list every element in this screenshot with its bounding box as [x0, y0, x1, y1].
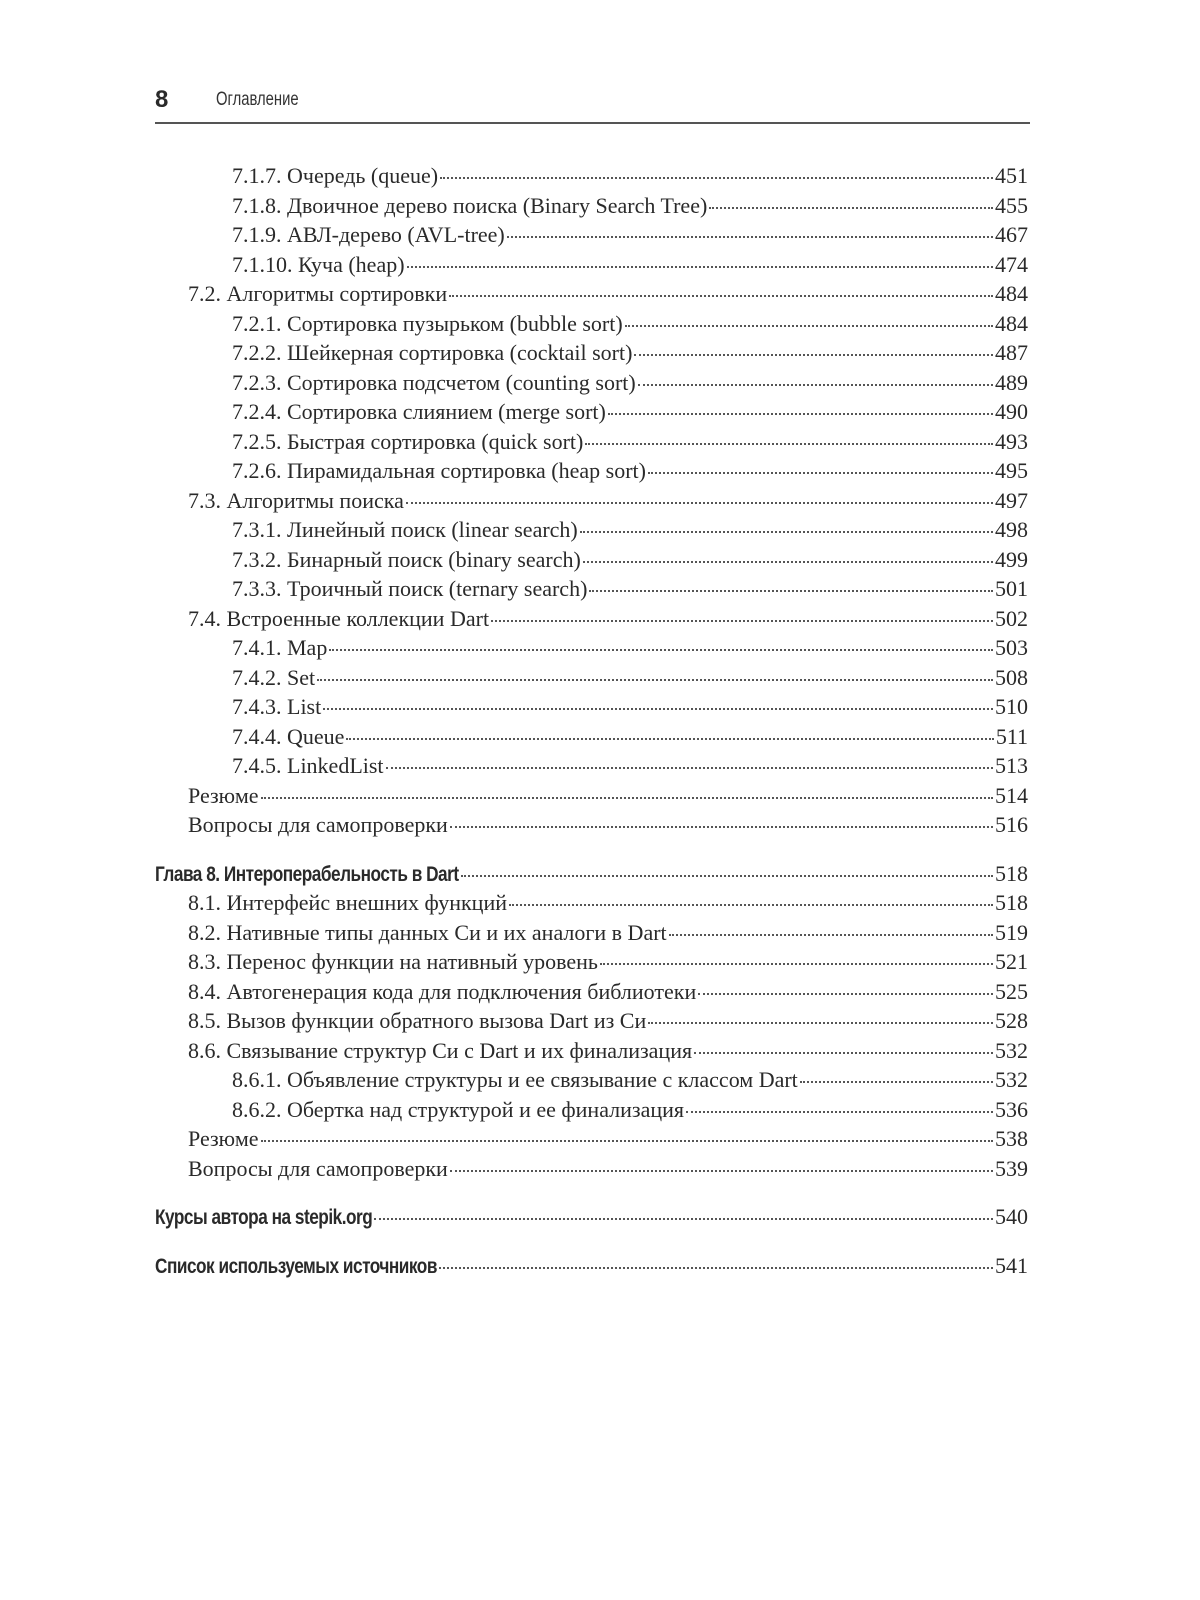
toc-entry-title: Вопросы для самопроверки	[188, 812, 448, 837]
dot-leader	[317, 679, 993, 681]
toc-entry[interactable]	[155, 311, 1028, 341]
toc-entry-page: 489	[995, 369, 1028, 395]
header-title: Оглавление	[216, 89, 299, 110]
toc-entry[interactable]	[155, 1253, 1028, 1283]
toc-entry[interactable]	[155, 429, 1028, 459]
toc-entry-page: 498	[995, 517, 1028, 542]
dot-leader	[450, 826, 993, 828]
toc-entry-title: 8.1. Интерфейс внешних функций	[188, 890, 507, 915]
toc-entry-title: 7.2.1. Сортировка пузырьком (bubble sort)	[232, 310, 623, 336]
dot-leader	[439, 1267, 993, 1269]
dot-leader	[323, 708, 993, 710]
dot-leader	[600, 963, 993, 965]
toc-entry-page: 519	[995, 919, 1028, 945]
toc-entry-title: 7.3.2. Бинарный поиск (binary search)	[232, 546, 581, 572]
toc-entry-title: 7.2.5. Быстрая сортировка (quick sort)	[232, 428, 584, 454]
toc-entry[interactable]	[155, 783, 1028, 813]
dot-leader	[406, 502, 993, 504]
toc-entry-title: Резюме	[188, 782, 259, 808]
toc-entry-page: 484	[995, 281, 1028, 306]
toc-entry[interactable]	[155, 890, 1028, 920]
toc-entry-title: 7.2.2. Шейкерная сортировка (cocktail sort)	[232, 340, 633, 365]
toc-entry[interactable]	[155, 222, 1028, 252]
dot-leader	[374, 1218, 993, 1220]
toc-entry-title: 7.4.3. List	[232, 694, 322, 719]
dot-leader	[440, 177, 993, 179]
dot-leader	[698, 993, 993, 995]
dot-leader	[686, 1111, 993, 1113]
toc-entry-page: 510	[995, 694, 1028, 719]
toc-entry-title: 8.6.1. Объявление структуры и ее связывание с классом Dart	[232, 1067, 798, 1092]
toc-entry-title: 8.6. Связывание структур Си с Dart и их финализация	[188, 1037, 693, 1063]
dot-leader	[450, 1170, 993, 1172]
dot-leader	[261, 1140, 993, 1142]
toc-entry-page: 493	[995, 428, 1028, 454]
dot-leader	[507, 236, 993, 238]
toc-entry-title: 7.3.1. Линейный поиск (linear search)	[232, 517, 578, 542]
toc-entry-page: 467	[995, 222, 1028, 247]
toc-entry-title: 7.4.2. Set	[232, 664, 316, 690]
toc-entry-page: 451	[995, 163, 1028, 188]
toc-entry[interactable]	[155, 920, 1028, 950]
running-header	[155, 86, 1030, 124]
dot-leader	[709, 207, 993, 209]
dot-leader	[800, 1081, 993, 1083]
toc-entry-title: Резюме	[188, 1126, 259, 1151]
toc-entry-page: 508	[995, 664, 1028, 690]
toc-entry-page: 514	[995, 782, 1028, 808]
dot-leader	[608, 413, 993, 415]
dot-leader	[580, 531, 993, 533]
toc-entry[interactable]	[155, 281, 1028, 311]
toc-entry-page: 518	[995, 890, 1028, 915]
toc-entry-title: 8.4. Автогенерация кода для подключения библиотеки	[188, 978, 697, 1004]
toc-entry-page: 490	[995, 399, 1028, 424]
page-number: 8	[155, 86, 169, 113]
dot-leader	[583, 561, 993, 563]
toc-entry-page: 538	[995, 1126, 1028, 1151]
toc-entry[interactable]	[155, 163, 1028, 193]
toc-entry-title: 7.2.4. Сортировка слиянием (merge sort)	[232, 399, 606, 424]
toc-entry-title: Глава 8. Интероперабельность в Dart	[155, 862, 459, 886]
toc-entry-page: 518	[995, 860, 1028, 886]
toc-entry-page: 484	[995, 310, 1028, 336]
toc-entry-title: 7.3. Алгоритмы поиска	[188, 487, 404, 513]
toc-entry-title: 7.2. Алгоритмы сортировки	[188, 281, 448, 306]
toc-entry[interactable]	[155, 949, 1028, 979]
toc-entry[interactable]	[155, 1156, 1028, 1186]
dot-leader	[669, 934, 993, 936]
toc-entry[interactable]	[155, 694, 1028, 724]
toc-entry-title: 8.6.2. Обертка над структурой и ее финализация	[232, 1096, 685, 1122]
table-of-contents	[155, 163, 1028, 1282]
toc-entry-title: 7.1.8. Двоичное дерево поиска (Binary Search Tree)	[232, 192, 708, 218]
toc-entry-page: 532	[995, 1067, 1028, 1092]
toc-entry-title: 7.4.4. Queue	[232, 723, 345, 749]
toc-entry[interactable]	[155, 1067, 1028, 1097]
toc-entry-page: 487	[995, 340, 1028, 365]
toc-entry-page: 502	[995, 605, 1028, 631]
toc-entry[interactable]	[155, 370, 1028, 400]
toc-entry-title: Курсы автора на stepik.org	[155, 1206, 373, 1229]
toc-entry-page: 501	[995, 576, 1028, 601]
toc-entry-title: 7.1.9. АВЛ-дерево (AVL-tree)	[232, 222, 505, 247]
toc-entry[interactable]	[155, 488, 1028, 518]
dot-leader	[585, 443, 993, 445]
toc-entry[interactable]	[155, 576, 1028, 606]
dot-leader	[329, 649, 993, 651]
toc-entry[interactable]	[155, 753, 1028, 783]
toc-entry[interactable]	[155, 1008, 1028, 1038]
dot-leader	[449, 295, 993, 297]
toc-entry-title: 7.2.6. Пирамидальная сортировка (heap sort)	[232, 458, 646, 483]
toc-entry-page: 513	[995, 753, 1028, 778]
toc-entry-page: 541	[995, 1252, 1028, 1278]
toc-entry[interactable]	[155, 635, 1028, 665]
toc-entry-page: 532	[995, 1037, 1028, 1063]
toc-entry[interactable]	[155, 1126, 1028, 1156]
toc-entry-page: 521	[995, 949, 1028, 974]
dot-leader	[491, 620, 993, 622]
toc-entry[interactable]	[155, 979, 1028, 1009]
toc-entry-page: 516	[995, 812, 1028, 837]
dot-leader	[648, 1022, 993, 1024]
toc-entry[interactable]	[155, 517, 1028, 547]
toc-entry-page: 474	[995, 251, 1028, 277]
toc-entry-title: 8.3. Перенос функции на нативный уровень	[188, 949, 598, 974]
dot-leader	[625, 325, 993, 327]
dot-leader	[346, 738, 993, 740]
toc-entry[interactable]	[155, 861, 1028, 891]
dot-leader	[461, 875, 993, 877]
toc-entry-page: 525	[995, 978, 1028, 1004]
toc-entry[interactable]	[155, 812, 1028, 842]
toc-entry-title: 7.2.3. Сортировка подсчетом (counting sort)	[232, 369, 636, 395]
toc-entry[interactable]	[155, 547, 1028, 577]
toc-entry-page: 455	[995, 192, 1028, 218]
toc-entry-page: 503	[995, 635, 1028, 660]
toc-entry[interactable]	[155, 458, 1028, 488]
dot-leader	[261, 797, 993, 799]
toc-entry-title: 7.1.7. Очередь (queue)	[232, 163, 439, 188]
toc-entry-page: 539	[995, 1155, 1028, 1181]
toc-entry[interactable]	[155, 606, 1028, 636]
toc-entry[interactable]	[155, 1097, 1028, 1127]
toc-entry-title: 8.2. Нативные типы данных Си и их аналоги в Dart	[188, 919, 667, 945]
dot-leader	[589, 590, 993, 592]
toc-entry-page: 499	[995, 546, 1028, 572]
dot-leader	[634, 354, 993, 356]
toc-entry[interactable]	[155, 340, 1028, 370]
toc-entry[interactable]	[155, 399, 1028, 429]
toc-entry-title: 7.1.10. Куча (heap)	[232, 251, 405, 277]
toc-entry[interactable]	[155, 193, 1028, 223]
toc-entry[interactable]	[155, 1204, 1028, 1234]
toc-entry-title: 8.5. Вызов функции обратного вызова Dart из Си	[188, 1008, 647, 1033]
dot-leader	[638, 384, 993, 386]
toc-entry-page: 536	[995, 1096, 1028, 1122]
toc-entry-page: 528	[995, 1008, 1028, 1033]
toc-entry[interactable]	[155, 1038, 1028, 1068]
toc-entry-page: 540	[995, 1204, 1028, 1229]
dot-leader	[386, 767, 993, 769]
toc-entry[interactable]	[155, 724, 1028, 754]
toc-entry-title: 7.3.3. Троичный поиск (ternary search)	[232, 576, 588, 601]
toc-entry-title: Вопросы для самопроверки	[188, 1155, 448, 1181]
dot-leader	[694, 1052, 993, 1054]
toc-entry-title: 7.4.1. Map	[232, 635, 328, 660]
dot-leader	[407, 266, 993, 268]
dot-leader	[509, 904, 993, 906]
toc-entry-page: 495	[995, 458, 1028, 483]
toc-entry-page: 511	[995, 723, 1028, 749]
toc-entry-title: Список используемых источников	[155, 1254, 437, 1278]
dot-leader	[648, 472, 993, 474]
toc-entry-page: 497	[995, 487, 1028, 513]
toc-entry[interactable]	[155, 252, 1028, 282]
toc-entry[interactable]	[155, 665, 1028, 695]
toc-entry-title: 7.4.5. LinkedList	[232, 753, 384, 778]
toc-entry-title: 7.4. Встроенные коллекции Dart	[188, 605, 490, 631]
